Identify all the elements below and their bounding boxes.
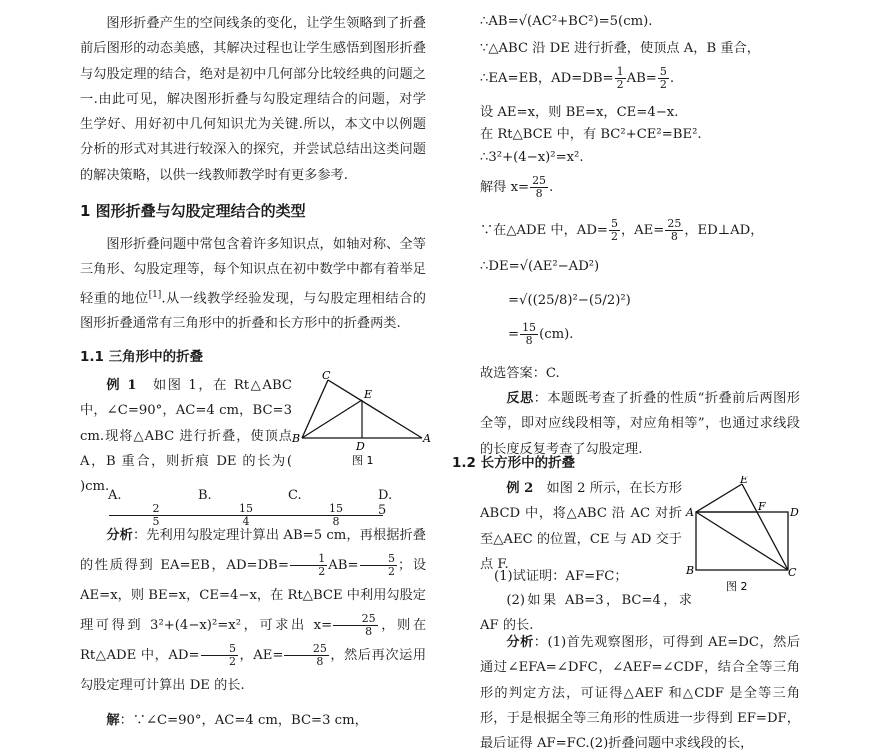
fig2-label-e: E bbox=[740, 476, 749, 486]
citation-ref: [1] bbox=[148, 289, 162, 300]
fig1-label-e: E bbox=[364, 388, 373, 401]
question-1: (1)试证明：AF=FC； bbox=[494, 569, 628, 584]
fig2-label-f: F bbox=[758, 500, 766, 513]
section-1-paragraph: 图形折叠问题中常包含着许多知识点，如轴对称、全等三角形、勾股定理等，每个知识点在初中数学中都有着举足轻重的地位[1].从一线教学经验发现，与勾股定理相结合的图形折叠通常有三角形中的折叠和长方形中的折叠两类. bbox=[80, 237, 426, 332]
reflection: 反思：本题既考查了折叠的性质“折叠前后两图形全等，即对应线段相等，对应角相等”，也通过求线段的长度反复考查了勾股定理. bbox=[480, 391, 800, 457]
sol-line-3: ∴EA=EB，AD=DB= $\frac{1}{2}$ AB= $\frac{5}{2}$ . bbox=[480, 65, 675, 91]
fig2-label-c: C bbox=[788, 566, 797, 579]
analysis-2: 分析：(1)首先观察图形，可得到 AE=DC，然后通过∠EFA=∠DFC，∠AEF=∠CDF，结合全等三角形的判定方法，可证得△AEF 和△CDF 是全等三角形，于是根据全等三角形的性质进一步得到 EF=DF，最后证得 AF=FC.(2)折叠问题中求线段的长， bbox=[480, 635, 801, 752]
sol-line-5: 在 Rt△BCE 中，有 BC²+CE²=BE². bbox=[480, 127, 702, 142]
subsection-heading-1-1: 1.1 三角形中的折叠 bbox=[80, 349, 204, 365]
solution-1-start: 解：∵∠C=90°，AC=4 cm，BC=3 cm， bbox=[106, 713, 368, 728]
example-2-text: 例 2 如图 2 所示，在长方形 ABCD 中，将△ABC 沿 AC 对折至△AEC 的位置，CE 与 AD 交于点 F. bbox=[480, 481, 683, 572]
sol-line-6: ∴3²+(4−x)²=x². bbox=[480, 150, 584, 165]
fig1-caption: 图 1 bbox=[352, 454, 374, 467]
sol-line-9: ∴DE=√(AE²−AD²) bbox=[480, 259, 600, 274]
analysis-1: 分析：先利用勾股定理计算出 AB=5 cm，再根据折叠的性质得到 EA=EB，AD=DB= $\frac{1}{2}$ AB= $\frac{5}{2}$ ；设 AE=x，则 BE=x，CE=4−x，在 Rt△BCE 中利用勾股定理可得到 3²+(4−x)²=x²，可求出 x= $\frac{25}{8}$ ，则在 Rt△ADE 中，AD= $\frac{5}{2}$ ，AE= $\frac{25}{8}$ ，然后再次运用勾股定理可计算出 DE 的长. bbox=[80, 528, 427, 693]
section-heading-1: 1 图形折叠与勾股定理结合的类型 bbox=[80, 202, 306, 220]
sol-line-8: ∵在△ADE 中，AD= $\frac{5}{2}$ ，AE= $\frac{25}{8}$ ，ED⊥AD， bbox=[480, 217, 764, 243]
question-2: (2)如果 AB=3，BC=4，求 AF 的长. bbox=[480, 593, 692, 634]
fig2-label-b: B bbox=[686, 564, 695, 577]
fig2-caption: 图 2 bbox=[726, 580, 748, 593]
subsection-heading-1-2: 1.2 长方形中的折叠 bbox=[452, 455, 576, 471]
fig2-label-a: A bbox=[686, 506, 694, 519]
example-1-text: 例 1 如图 1，在 Rt△ABC 中，∠C=90°，AC=4 cm，BC=3 cm.现将△ABC 进行折叠，使顶点 A，B 重合，则折痕 DE 的长为( )cm. bbox=[80, 378, 292, 495]
fig1-label-d: D bbox=[356, 440, 365, 453]
option-c: C. $\frac{15}{8}$ bbox=[288, 488, 378, 528]
sol-line-1: ∴AB=√(AC²+BC²)=5(cm). bbox=[480, 14, 653, 29]
sol-line-11: = $\frac{15}{8}$ (cm). bbox=[508, 321, 574, 347]
sol-line-12: 故选答案：C. bbox=[480, 366, 560, 381]
intro-paragraph: 图形折叠产生的空间线条的变化，让学生领略到了折叠前后图形的动态美感，其解决过程也让学生感悟到图形折叠与勾股定理的结合，绝对是初中几何部分比较经典的问题之一.由此可见，解决图形折叠与勾股定理结合的问题，对学生学好、用好初中几何知识尤为关键.所以，本文中以例题分析的形式对其进行较深入的探究，并尝试总结出这类问题的解决策略，以供一线教师教学时有更多参考. bbox=[80, 16, 426, 183]
figure-2 bbox=[682, 476, 806, 598]
sol-line-10: =√((25/8)²−(5/2)²) bbox=[508, 293, 631, 308]
fig2-label-d: D bbox=[790, 506, 799, 519]
fig1-label-b: B bbox=[292, 432, 301, 445]
figure-1 bbox=[292, 370, 432, 470]
sol-line-4: 设 AE=x，则 BE=x，CE=4−x. bbox=[480, 105, 679, 120]
option-d: D.5 bbox=[378, 488, 393, 518]
fig1-label-a: A bbox=[423, 432, 431, 445]
sol-line-7: 解得 x= $\frac{25}{8}$ . bbox=[480, 174, 554, 200]
option-a: A. $\frac{2}{5}$ bbox=[108, 488, 198, 528]
option-b: B. $\frac{15}{4}$ bbox=[198, 488, 288, 528]
fig1-label-c: C bbox=[322, 370, 331, 382]
sol-line-2: ∵△ABC 沿 DE 进行折叠，使顶点 A，B 重合， bbox=[480, 41, 760, 56]
